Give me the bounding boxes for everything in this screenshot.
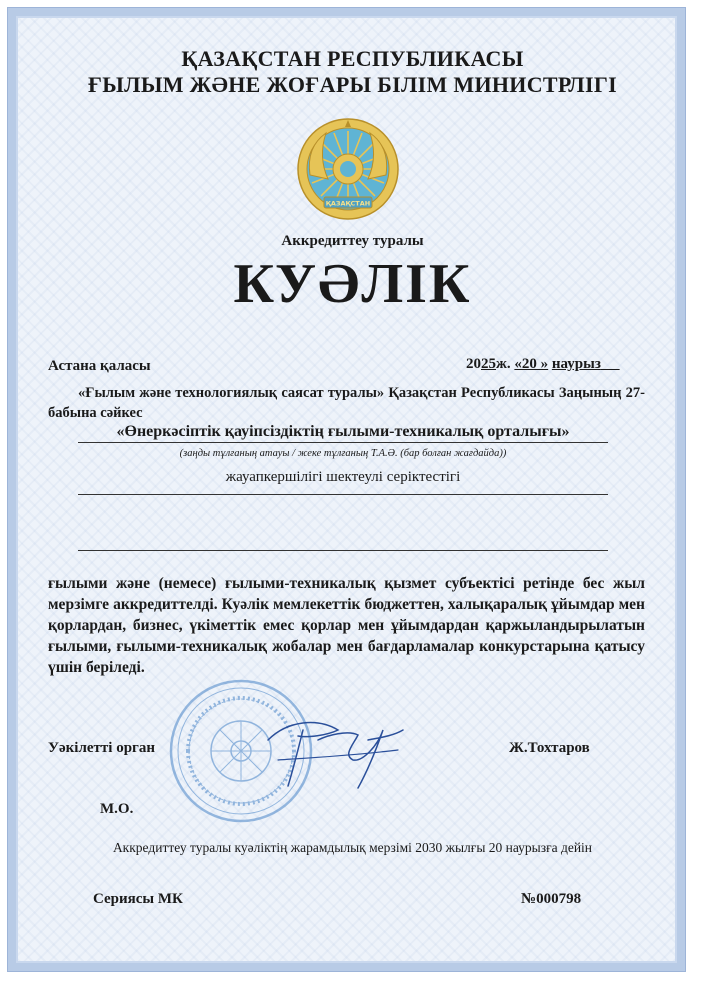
document-title: КУӘЛІК xyxy=(233,253,472,315)
year-suffix: 25 xyxy=(481,356,496,372)
legal-basis-text: «Ғылым және технологиялық саясат туралы» Қазақстан Республикасы Заңының 27-бабына сәйкес xyxy=(48,385,645,421)
issue-date xyxy=(466,356,620,373)
state-emblem-icon xyxy=(296,117,400,221)
authorized-body-label: Уәкілетті орган xyxy=(48,740,155,756)
organization-name: «Өнеркәсіптік қауіпсіздіктің ғылыми-техникалық орталығы» xyxy=(78,423,608,443)
header-republic: ҚАЗАҚСТАН РЕСПУБЛИКАСЫ xyxy=(181,46,524,71)
header-ministry: ҒЫЛЫМ ЖӘНЕ ЖОҒАРЫ БІЛІМ МИНИСТРЛІГІ xyxy=(87,72,618,97)
validity-text: Аккредиттеу туралы куәліктің жарамдылық мерзімі 2030 жылғы 20 наурызға дейін xyxy=(112,840,593,855)
seal-mark: М.О. xyxy=(100,801,134,817)
signature-icon xyxy=(258,700,408,790)
issue-day: «20 » xyxy=(514,356,549,372)
issue-city: Астана қаласы xyxy=(48,358,151,374)
signer-name: Ж.Тохтаров xyxy=(509,740,590,756)
issue-month: наурыз xyxy=(551,356,601,372)
accreditation-text: ғылыми және (немесе) ғылыми-техникалық қызмет субъектісі ретінде бес жыл мерзімге аккредиттелді. Куәлік мемлекеттік бюджеттен, халықаралық ұйымдар мен қорлардан, бизнес, үкіметтік емес қорлар мен ұйымдардан қаржыландырылатын ғылыми, ғылыми-техникалық жобалар мен бағдарламалар конкурстарына қатысу үшін беріледі. xyxy=(48,575,645,676)
certificate-number: №000798 xyxy=(521,891,582,907)
organization-legal-form: жауапкершілігі шектеулі серіктестігі xyxy=(78,469,608,495)
organization-name-hint: (заңды тұлғаның атауы / жеке тұлғаның Т.А.Ә. (бар болған жағдайда)) xyxy=(179,448,507,459)
year-mark: ж. xyxy=(496,356,511,372)
blank-underline xyxy=(78,550,608,551)
certificate-series: Сериясы МК xyxy=(93,891,183,907)
document-subtitle: Аккредиттеу туралы xyxy=(281,233,424,249)
year-prefix: 20 xyxy=(466,356,481,372)
emblem-label: ҚАЗАҚСТАН xyxy=(325,199,371,208)
